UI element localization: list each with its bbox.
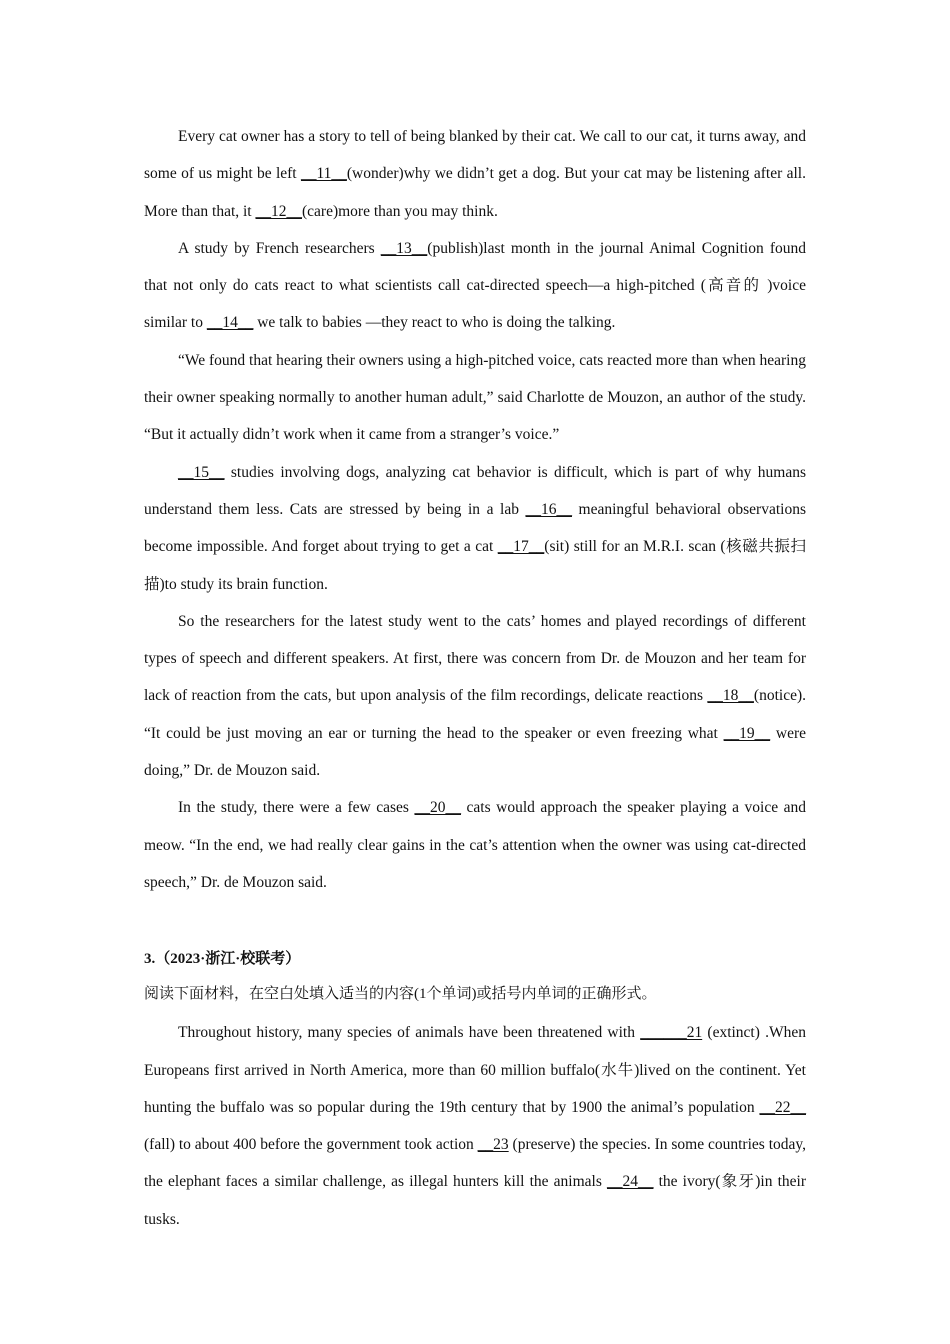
- passage-paragraph-1: [144, 118, 806, 230]
- text: A study by French researchers: [178, 239, 381, 257]
- text: the ivory(象牙)in their tusks.: [144, 1173, 806, 1228]
- text: meaningful behavioral observations become impossible. And forget about trying to get a cat: [144, 500, 806, 556]
- text: (publish)last month in the journal Animal Cognition found that not only do cats react to what scientists call cat-directed speech—a high-pitched (高音的 )voice similar to: [144, 239, 806, 332]
- question-heading: 3.（2023·浙江·校联考）: [144, 951, 301, 968]
- text: (wonder)why we didn’t get a dog. But your cat may be listening after all. More than that, it: [144, 165, 806, 220]
- blank-18[interactable]: __18__: [707, 687, 754, 705]
- blank-15[interactable]: __15__: [178, 463, 225, 481]
- blank-21[interactable]: ______21: [640, 1024, 703, 1042]
- spacer: [144, 1006, 806, 1014]
- text: studies involving dogs, analyzing cat behavior is difficult, which is part of why humans understand them less. Cats are stressed by being in a lab: [144, 463, 806, 518]
- document-page: [144, 118, 806, 1238]
- passage-paragraph-6: [144, 789, 806, 901]
- passage-paragraph-3: [144, 342, 806, 454]
- text: (fall) to about 400 before the government took action: [144, 1136, 478, 1154]
- text: Throughout history, many species of animals have been threatened with: [178, 1024, 641, 1042]
- text: were doing,” Dr. de Mouzon said.: [144, 724, 806, 780]
- blank-24[interactable]: __24__: [606, 1173, 654, 1191]
- spacer: [144, 971, 806, 982]
- blank-16[interactable]: __16__: [525, 500, 572, 518]
- blank-19[interactable]: __19__: [723, 724, 771, 742]
- text: (preserve) the species. In some countries today, the elephant faces a similar challenge, as illegal hunters kill the animals: [144, 1136, 807, 1191]
- passage-paragraph-2: [144, 230, 806, 342]
- blank-23[interactable]: __23: [477, 1136, 509, 1154]
- passage-paragraph-5: [144, 603, 806, 789]
- text: So the researchers for the latest study went to the cats’ homes and played recordings of different types of speech and different speakers. At first, there was concern from Dr. de Mouzon and her team for lack of reaction from the cats, but upon analysis of the film recordings, delicate reactions: [144, 612, 806, 705]
- text: cats would approach the speaker playing a voice and meow. “In the end, we had really clear gains in the cat’s attention when the owner was using cat-directed speech,” Dr. de Mouzon said.: [144, 799, 807, 891]
- text: In the study, there were a few cases: [178, 799, 415, 817]
- blank-17[interactable]: __17__: [497, 538, 545, 556]
- question3-paragraph-1: [144, 1014, 806, 1238]
- question-instruction: 阅读下面材料，在空白处填入适当的内容(1个单词)或括号内单词的正确形式。: [144, 986, 657, 1003]
- text: (sit) still for an M.R.I. scan (核磁共振扫描)to study its brain function.: [144, 538, 806, 593]
- blank-13[interactable]: __13__: [380, 239, 428, 257]
- text: Every cat owner has a story to tell of being blanked by their cat. We call to our cat, it turns away, and some of us might be left: [144, 128, 806, 183]
- text: (care)more than you may think.: [302, 202, 498, 220]
- passage-paragraph-4: [144, 454, 806, 603]
- text: “We found that hearing their owners using a high-pitched voice, cats reacted more than when hearing their owner speaking normally to another human adult,” said Charlotte de Mouzon, an author of the study. “But it actually didn’t work when it came from a stranger’s voice.”: [144, 351, 806, 444]
- blank-12[interactable]: __12__: [255, 202, 302, 220]
- text: (extinct) .When Europeans first arrived in North America, more than 60 million buffalo(水牛)lived on the continent. Yet hunting the buffalo was so popular during the 19th century that by 1900 the animal’s population: [144, 1024, 807, 1116]
- blank-14[interactable]: __14__: [206, 314, 254, 332]
- spacer: [144, 901, 806, 947]
- text: (notice). “It could be just moving an ear or turning the head to the speaker or even freezing what: [144, 687, 806, 742]
- text: we talk to babies —they react to who is doing the talking.: [253, 314, 616, 332]
- blank-20[interactable]: __20__: [414, 799, 461, 817]
- blank-22[interactable]: __22__: [759, 1098, 806, 1116]
- blank-11[interactable]: __11__: [300, 165, 347, 183]
